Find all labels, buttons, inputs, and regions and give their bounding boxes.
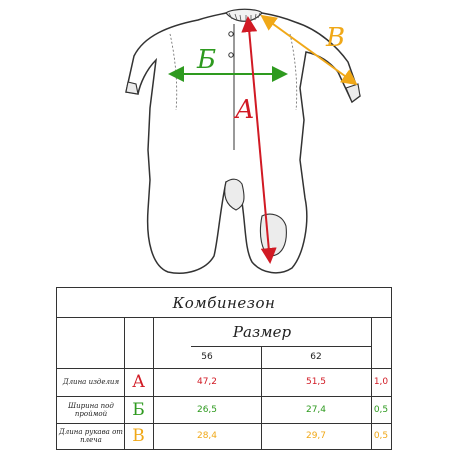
table-title: Комбинезон [172, 293, 276, 312]
row-code-sleeve: В [132, 426, 145, 446]
width-tolerance: 0,5 [373, 404, 389, 415]
sleeve-value-56: 28,4 [196, 431, 218, 441]
width-label: Б [197, 45, 217, 75]
garment-outline [126, 13, 360, 273]
row-label-length: Длина изделия [62, 378, 120, 386]
foot-patch [260, 214, 286, 256]
sleeve-cuff-left [126, 82, 138, 94]
length-value-62: 51,5 [305, 377, 327, 387]
length-tolerance: 1,0 [373, 377, 389, 387]
sleeve-label: В [326, 23, 346, 53]
crotch-gusset [225, 179, 244, 210]
length-value-56: 47,2 [196, 377, 218, 387]
row-label-width: Ширина под проймой [68, 401, 114, 418]
length-label: А [235, 95, 255, 125]
size-header: Размер [232, 322, 292, 341]
size-56-header: 56 [201, 352, 213, 362]
sleeve-value-62: 29,7 [305, 431, 327, 441]
size-62-header: 62 [310, 352, 322, 362]
row-code-width: Б [132, 399, 145, 420]
width-value-62: 27,4 [305, 404, 327, 415]
size-table [56, 287, 392, 450]
sleeve-tolerance: 0,5 [373, 431, 389, 441]
width-value-56: 26,5 [196, 404, 218, 415]
row-label-sleeve: Длина рукава от плеча [59, 428, 123, 444]
row-code-length: А [132, 372, 145, 392]
